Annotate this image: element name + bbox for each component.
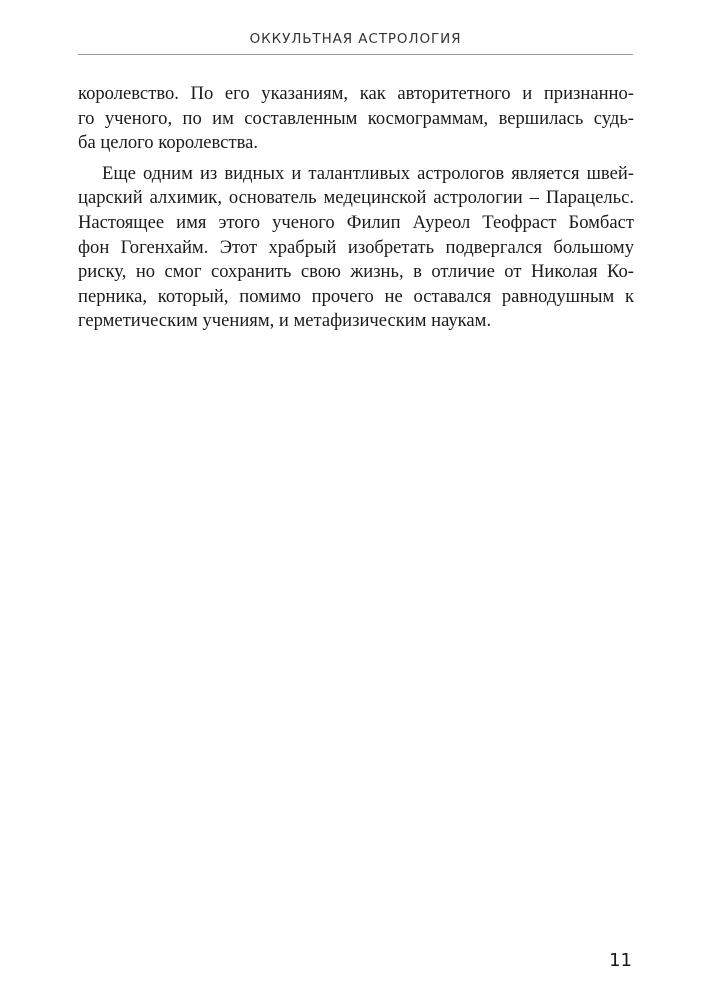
text-line: Настоящее имя этого ученого Филип Ауреол Теофраст Бомбаст [78,211,634,233]
text-line: королевство. По его указаниям, как авторитетного и признанно- [78,83,634,104]
text-line: фон Гогенхайм. Этот храбрый изобретать подвергался большому [78,236,634,258]
running-title: ОККУЛЬТНАЯ АСТРОЛОГИЯ [249,31,462,47]
paragraph-1 [78,82,634,156]
paragraph-2 [78,162,634,334]
text-line: риску, но смог сохранить свою жизнь, в отличие от Николая Ко- [78,261,634,283]
text-line: перника, который, помимо прочего не оставался равнодушным к [78,285,634,307]
text-line: Еще одним из видных и талантливых астрологов является швей- [102,162,634,184]
text-line: герметическим учениям, и метафизическим наукам. [78,310,492,332]
text-line: царский алхимик, основатель медецинской астрологии – Парацельс. [78,187,634,209]
page-number: 11 [609,950,632,971]
running-header [78,30,633,48]
body-text [78,82,634,334]
text-line: ба целого королевства. [78,132,258,154]
text-line: го ученого, по им составленным космограммам, вершилась судь- [78,107,634,129]
header-divider [78,54,633,55]
